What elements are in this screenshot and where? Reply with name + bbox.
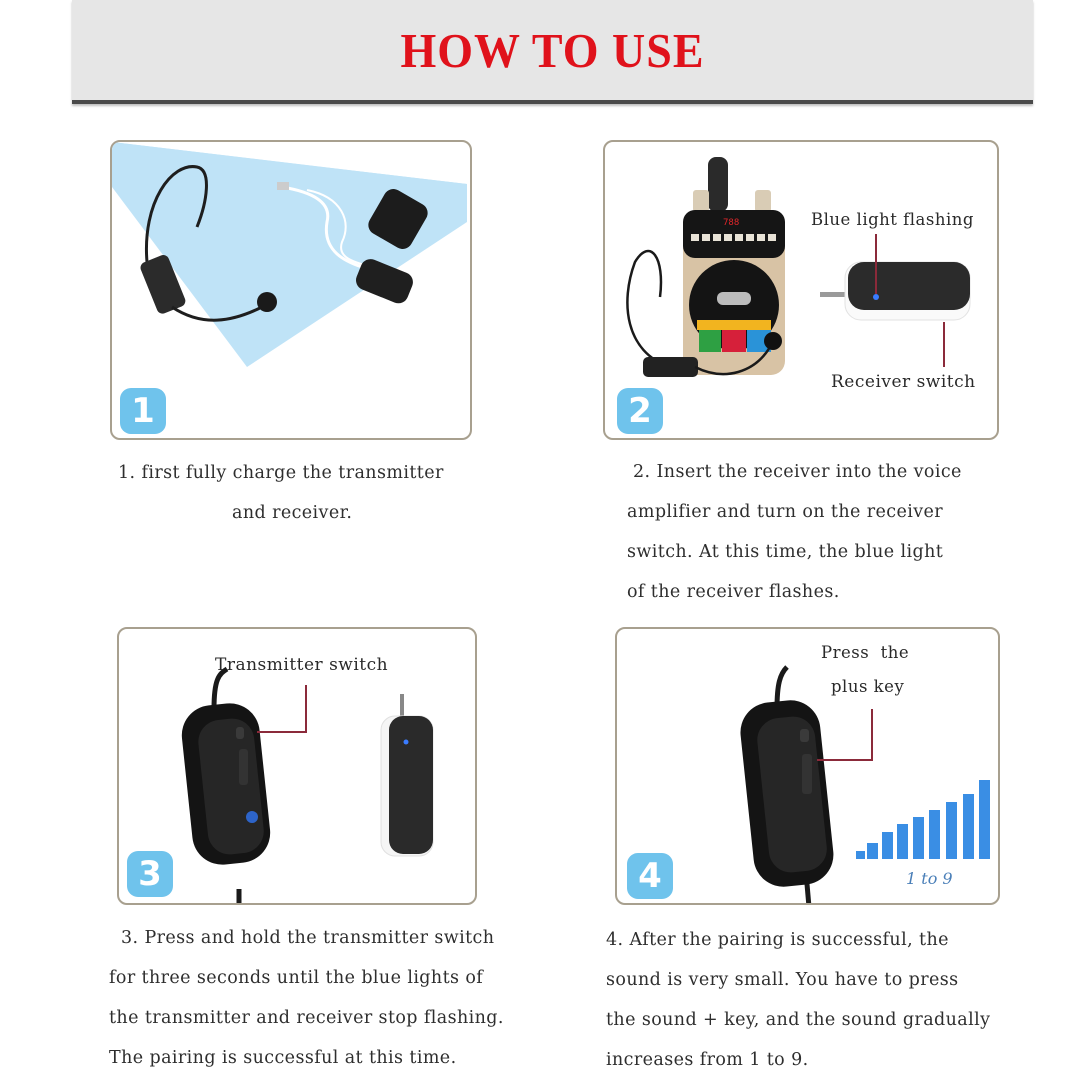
- caption-line: increases from 1 to 9.: [606, 1050, 809, 1070]
- caption-line: for three seconds until the blue lights of: [109, 968, 484, 988]
- step-number-badge: 3: [127, 851, 173, 897]
- volume-bar-1: [856, 851, 865, 859]
- leader-line: [257, 731, 307, 733]
- step-1-panel: [110, 140, 472, 440]
- charging-illustration: [112, 142, 472, 440]
- transmitter-switch-label: Transmitter switch: [215, 655, 389, 675]
- volume-bar-6: [929, 810, 940, 859]
- caption-line: the transmitter and receiver stop flashing.: [109, 1008, 504, 1028]
- caption-line: sound is very small. You have to press: [606, 970, 959, 990]
- caption-line: switch. At this time, the blue light: [627, 542, 944, 562]
- volume-bar-7: [946, 802, 957, 859]
- transmitter-plus-key-illustration: [617, 629, 1000, 905]
- caption-line: of the receiver flashes.: [627, 582, 840, 602]
- step-3-caption: [109, 918, 569, 1078]
- volume-bar-2: [867, 843, 878, 859]
- amplifier-receiver-illustration: [605, 142, 999, 440]
- page-title: HOW TO USE: [400, 23, 705, 78]
- caption-line: amplifier and turn on the receiver: [627, 502, 944, 522]
- step-4-panel: [615, 627, 1000, 905]
- leader-line: [305, 685, 307, 733]
- step-3-panel: [117, 627, 477, 905]
- step-1-caption: [118, 453, 478, 533]
- press-the-label: Press the: [821, 643, 910, 662]
- svg-text:788: 788: [723, 218, 740, 228]
- caption-line: 2. Insert the receiver into the voice: [633, 462, 962, 482]
- volume-bar-4: [897, 824, 908, 859]
- step-4-caption: [606, 920, 1046, 1080]
- leader-line: [875, 234, 877, 294]
- step-number-badge: 4: [627, 853, 673, 899]
- step-number-badge: 1: [120, 388, 166, 434]
- step-2-panel: [603, 140, 999, 440]
- volume-bar-3: [882, 832, 893, 859]
- step-2-caption: [627, 452, 1027, 612]
- volume-level-bars: [852, 775, 997, 859]
- caption-line: and receiver.: [232, 503, 353, 523]
- plus-key-label: plus key: [831, 677, 905, 696]
- receiver-switch-label: Receiver switch: [831, 372, 976, 392]
- leader-line: [871, 709, 873, 761]
- blue-light-flashing-label: Blue light flashing: [811, 210, 974, 229]
- caption-line: 3. Press and hold the transmitter switch: [121, 928, 495, 948]
- caption-line: The pairing is successful at this time.: [109, 1048, 457, 1068]
- leader-line: [943, 322, 945, 367]
- caption-line: 1. first fully charge the transmitter: [118, 463, 444, 483]
- caption-line: the sound + key, and the sound gradually: [606, 1010, 991, 1030]
- leader-line: [817, 759, 873, 761]
- volume-bar-8: [963, 794, 974, 859]
- volume-bar-5: [913, 817, 924, 859]
- volume-range-label: 1 to 9: [906, 869, 953, 888]
- step-number-badge: 2: [617, 388, 663, 434]
- volume-bar-9: [979, 780, 990, 859]
- caption-line: 4. After the pairing is successful, the: [606, 930, 949, 950]
- header-banner: [72, 0, 1033, 104]
